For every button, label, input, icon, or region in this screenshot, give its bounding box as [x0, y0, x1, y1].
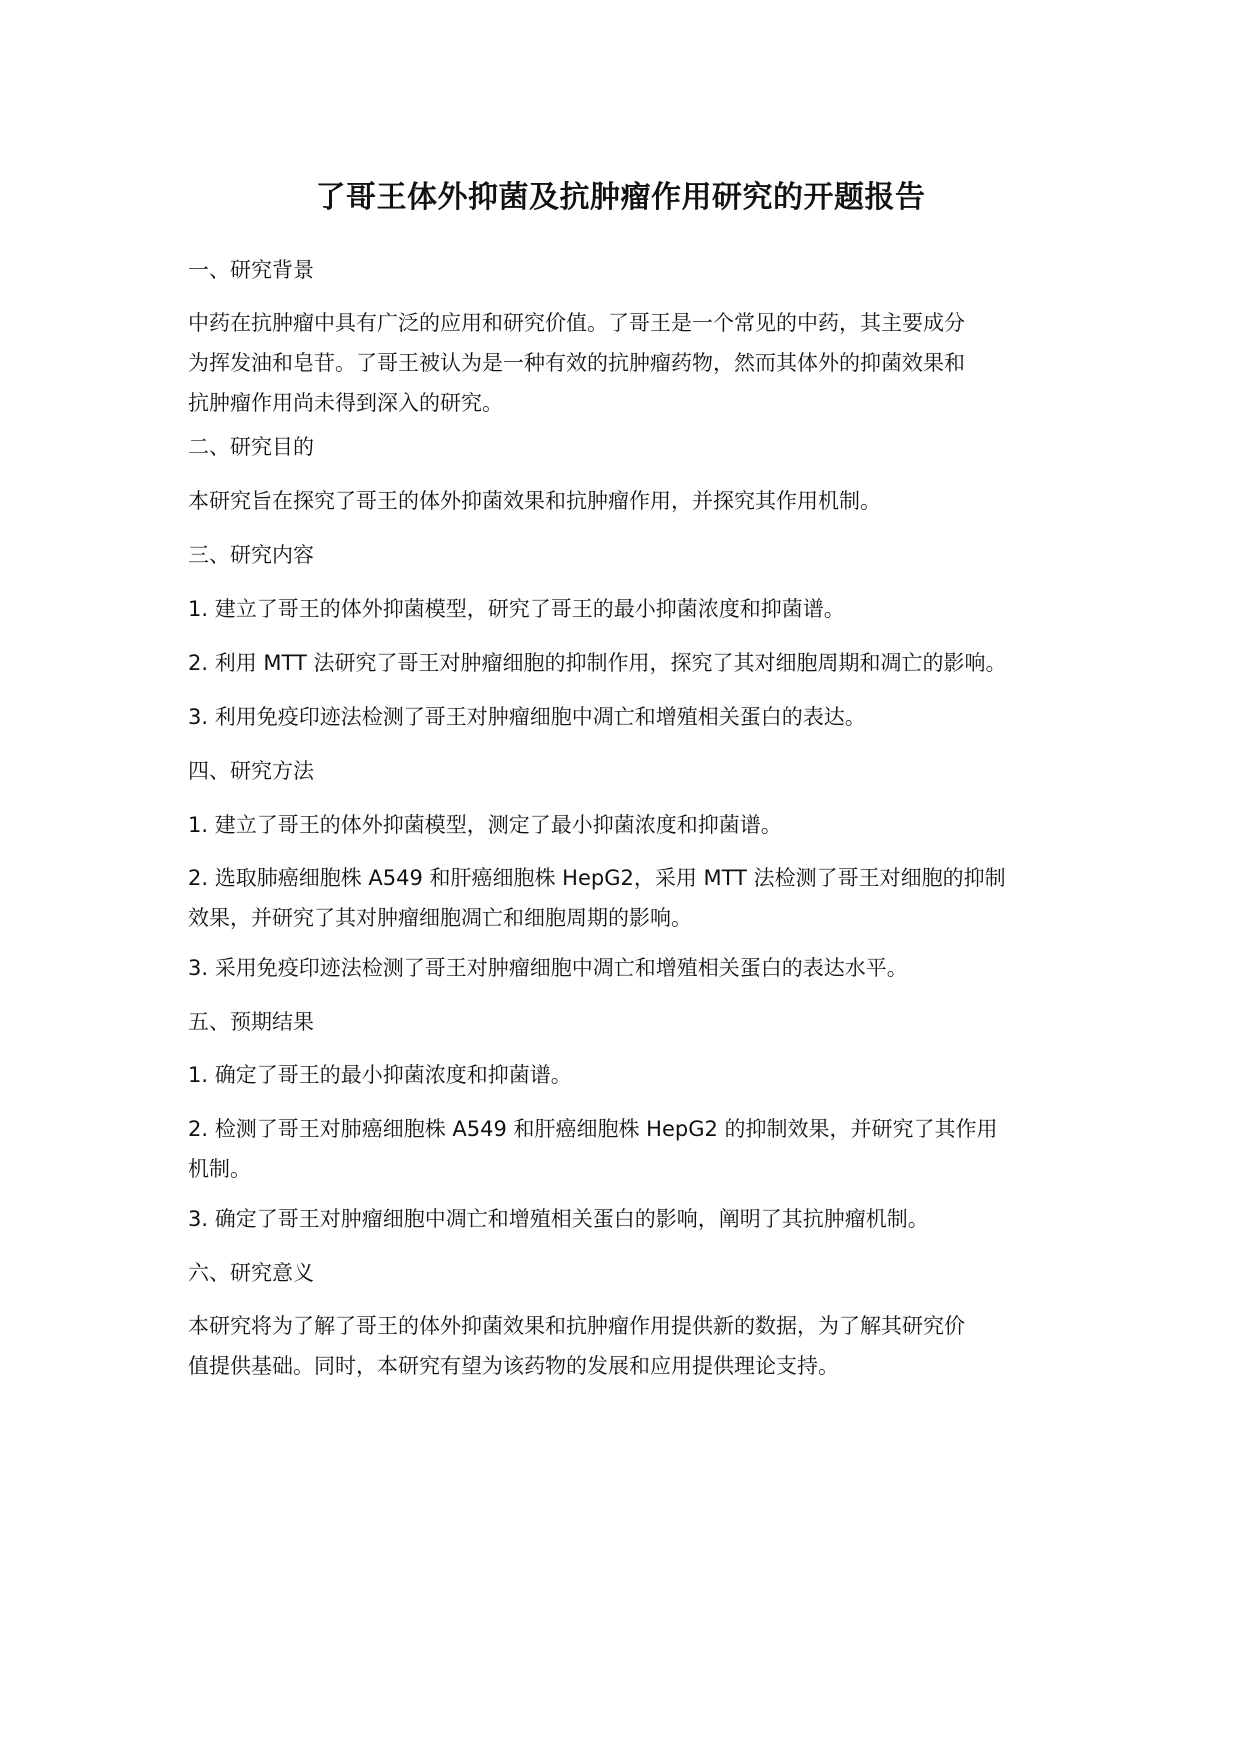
paragraph-line: 为挥发油和皂苷。了哥王被认为是一种有效的抗肿瘤药物，然而其体外的抑菌效果和 — [188, 351, 965, 375]
paragraph-significance — [188, 1306, 1088, 1386]
paragraph-line: 3. 采用免疫印迹法检测了哥王对肿瘤细胞中凋亡和增殖相关蛋白的表达水平。 — [188, 956, 908, 980]
list-item-content-3 — [188, 697, 1088, 737]
section-heading-purpose — [188, 427, 1088, 467]
list-item-methods-2 — [188, 858, 1088, 938]
paragraph-line: 本研究旨在探究了哥王的体外抑菌效果和抗肿瘤作用，并探究其作用机制。 — [188, 489, 881, 513]
list-item-methods-1 — [188, 805, 1088, 845]
paragraph-line: 2. 选取肺癌细胞株 A549 和肝癌细胞株 HepG2，采用 MTT 法检测了哥王对细胞的抑制 — [188, 866, 1006, 890]
paragraph-line: 效果，并研究了其对肿瘤细胞凋亡和细胞周期的影响。 — [188, 906, 692, 930]
list-item-content-1 — [188, 589, 1088, 629]
list-item-results-1 — [188, 1055, 1088, 1095]
paragraph-line: 3. 确定了哥王对肿瘤细胞中凋亡和增殖相关蛋白的影响，阐明了其抗肿瘤机制。 — [188, 1207, 929, 1231]
list-item-results-2 — [188, 1109, 1088, 1189]
section-heading: 二、研究目的 — [188, 435, 314, 459]
paragraph-line: 1. 建立了哥王的体外抑菌模型，测定了最小抑菌浓度和抑菌谱。 — [188, 813, 782, 837]
paragraph-line: 中药在抗肿瘤中具有广泛的应用和研究价值。了哥王是一个常见的中药，其主要成分 — [188, 311, 965, 335]
paragraph-background — [188, 303, 1088, 423]
section-heading-background — [188, 250, 1088, 290]
paragraph-line: 1. 建立了哥王的体外抑菌模型，研究了哥王的最小抑菌浓度和抑菌谱。 — [188, 597, 845, 621]
section-heading: 一、研究背景 — [188, 258, 314, 282]
list-item-methods-3 — [188, 948, 1088, 988]
section-heading-results — [188, 1002, 1088, 1042]
document-title: 了哥王体外抑菌及抗肿瘤作用研究的开题报告 — [315, 180, 926, 215]
list-item-content-2 — [188, 643, 1088, 683]
section-heading-content — [188, 535, 1088, 575]
paragraph-line: 2. 检测了哥王对肺癌细胞株 A549 和肝癌细胞株 HepG2 的抑制效果，并研究了其作用 — [188, 1117, 998, 1141]
paragraph-line: 1. 确定了哥王的最小抑菌浓度和抑菌谱。 — [188, 1063, 572, 1087]
paragraph-line: 值提供基础。同时，本研究有望为该药物的发展和应用提供理论支持。 — [188, 1354, 839, 1378]
section-heading-methods — [188, 751, 1088, 791]
section-heading: 三、研究内容 — [188, 543, 314, 567]
paragraph-line: 抗肿瘤作用尚未得到深入的研究。 — [188, 391, 503, 415]
section-heading: 四、研究方法 — [188, 759, 314, 783]
paragraph-purpose — [188, 481, 1088, 521]
section-heading-significance — [188, 1253, 1088, 1293]
list-item-results-3 — [188, 1199, 1088, 1239]
paragraph-line: 3. 利用免疫印迹法检测了哥王对肿瘤细胞中凋亡和增殖相关蛋白的表达。 — [188, 705, 866, 729]
section-heading: 五、预期结果 — [188, 1010, 314, 1034]
paragraph-line: 本研究将为了解了哥王的体外抑菌效果和抗肿瘤作用提供新的数据，为了解其研究价 — [188, 1314, 965, 1338]
paragraph-line: 2. 利用 MTT 法研究了哥王对肿瘤细胞的抑制作用，探究了其对细胞周期和凋亡的影响。 — [188, 651, 1007, 675]
paragraph-line: 机制。 — [188, 1157, 251, 1181]
section-heading: 六、研究意义 — [188, 1261, 314, 1285]
